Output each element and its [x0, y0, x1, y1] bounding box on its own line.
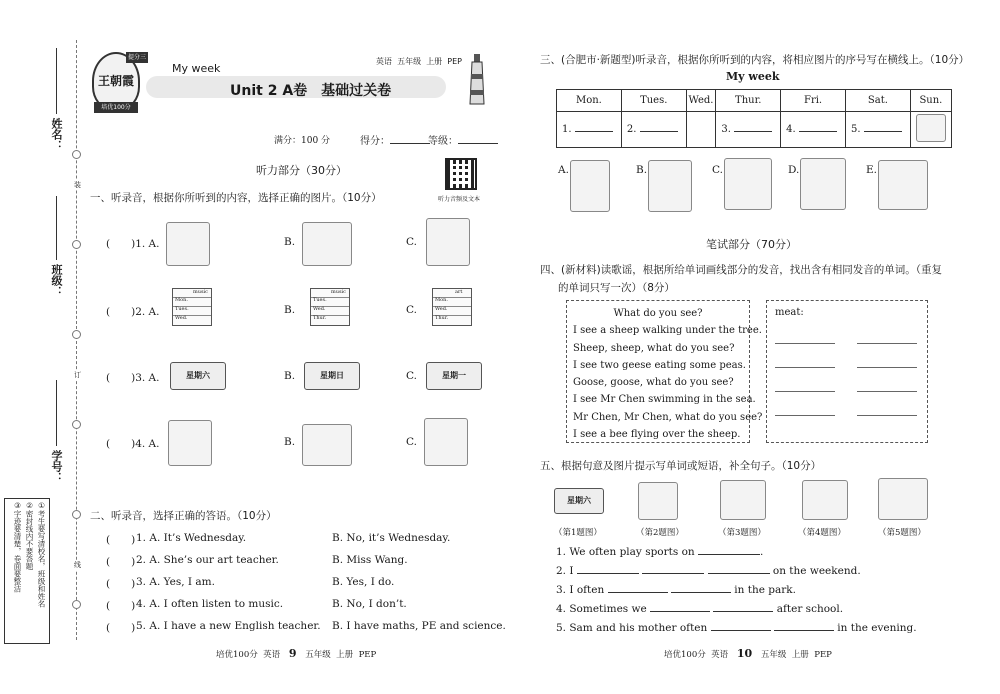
- binding-hole: [72, 600, 81, 609]
- footer-grade: 五年级: [305, 650, 331, 660]
- question-2[interactable]: ( )2. A.: [106, 306, 160, 318]
- student-id-label: 学号：: [50, 450, 63, 483]
- logo-text: 王朝霞: [97, 74, 134, 88]
- grandpa-reading-picture[interactable]: [166, 222, 210, 266]
- name-field[interactable]: [56, 48, 57, 114]
- part2-title: 二、听录音，选择正确的答语。（10分）: [90, 510, 277, 522]
- answer-number: 5.: [850, 124, 861, 135]
- picture-label: （第4题图）: [798, 528, 846, 538]
- lighthouse-icon: [468, 54, 486, 106]
- answer-cell[interactable]: [781, 112, 846, 148]
- sentence-2: [556, 565, 861, 577]
- footer-subject: 英语: [711, 650, 729, 660]
- qr-code-icon[interactable]: [445, 158, 477, 190]
- page-left: [88, 0, 506, 694]
- sentence-text: 3. I often: [556, 584, 605, 596]
- option-a: 4. A. I often listen to music.: [136, 598, 284, 610]
- calendar-picture: 星期六: [554, 488, 604, 514]
- timetable-picture[interactable]: [310, 288, 350, 326]
- answer-number: 4.: [786, 124, 796, 135]
- option-c: C.: [406, 436, 417, 448]
- answer-blank[interactable]: [698, 554, 760, 555]
- footer-term: 上册: [791, 650, 809, 660]
- binding-hole: [72, 240, 81, 249]
- footer-grade: 五年级: [760, 650, 787, 660]
- answer-blank[interactable]: [708, 573, 770, 574]
- answer-line[interactable]: [857, 367, 917, 368]
- picture-label: （第5题图）: [878, 528, 926, 538]
- footer-brand: 培优100分: [216, 650, 258, 660]
- binding-hole: [72, 330, 81, 339]
- day: Wed.: [313, 306, 326, 312]
- answers-row: [557, 112, 952, 148]
- subject: music: [331, 289, 346, 295]
- timetable-picture[interactable]: [432, 288, 472, 326]
- sentence-end: .: [760, 546, 764, 558]
- english-class-picture[interactable]: [800, 158, 846, 210]
- girl-watching-tv-picture[interactable]: [302, 222, 352, 266]
- answer-number: 1.: [562, 124, 572, 135]
- option-b: B.: [284, 436, 296, 448]
- listening-title: 听力部分（30分）: [256, 164, 347, 177]
- day-cell: Fri.: [781, 90, 846, 112]
- page-footer: [216, 647, 376, 660]
- question-3[interactable]: ( )3. A.: [106, 372, 160, 384]
- boy-washing-clothes-picture: [916, 114, 946, 142]
- answer-blank[interactable]: [642, 573, 704, 574]
- score-field[interactable]: [360, 132, 430, 147]
- page-title: Unit 2 A卷 基础过关卷: [230, 83, 392, 99]
- picture-label: （第1题图）: [554, 528, 602, 538]
- option-c: C.: [406, 236, 417, 248]
- question-4[interactable]: ( )4. A.: [106, 438, 160, 450]
- picture-label: （第3题图）: [718, 528, 766, 538]
- footer-edition: PEP: [814, 650, 832, 660]
- boy-cooking-picture[interactable]: [302, 424, 352, 466]
- note: ①考生要写清校名，班级和姓名: [37, 501, 46, 608]
- option-a: 5. A. I have a new English teacher.: [136, 620, 321, 632]
- day: Thur.: [313, 315, 327, 321]
- day-cell: Mon.: [557, 90, 622, 112]
- day: Tues.: [313, 297, 327, 303]
- girl-in-park-picture: [720, 480, 766, 520]
- day-cell: Sat.: [845, 90, 910, 112]
- boy-playing-football-picture[interactable]: [648, 160, 692, 212]
- part4-title: 四、(新材料)读歌谣，根据所给单词画线部分的发音，找出含有相同发音的单词。（重复: [540, 264, 942, 276]
- cut-line: [76, 40, 77, 640]
- answer-paren[interactable]: ( ): [106, 600, 136, 612]
- note: ③字迹要清楚，卷面要整洁: [13, 501, 22, 593]
- student-id-field[interactable]: [56, 380, 57, 446]
- chant-line: Goose, goose, what do you see?: [573, 377, 734, 389]
- binding-hole: [72, 420, 81, 429]
- answer-cell: [910, 112, 951, 148]
- answer-word-box: [766, 300, 928, 443]
- binding-hole: [72, 510, 81, 519]
- option-c: C.: [406, 370, 417, 382]
- sentence-text: 4. Sometimes we: [556, 603, 647, 615]
- option-b: B.: [636, 164, 648, 176]
- day: Wed.: [175, 315, 188, 321]
- subject-info: [376, 56, 462, 67]
- part5-title: 五、根据句意及图片提示写单词或短语，补全句子。（10分）: [540, 460, 822, 472]
- question-1[interactable]: ( )1. A.: [106, 238, 160, 250]
- footer-term: 上册: [336, 650, 354, 660]
- answer-line[interactable]: [775, 367, 835, 368]
- sentence-3: [556, 584, 796, 596]
- day: Mon.: [175, 297, 188, 303]
- unit-tag: My week: [172, 62, 221, 75]
- answer-cell[interactable]: [557, 112, 622, 148]
- qr-caption: 听力音频及文本: [438, 196, 481, 203]
- day: Tues.: [175, 306, 189, 312]
- written-title: 笔试部分（70分）: [706, 238, 797, 251]
- chant-box: [566, 300, 763, 443]
- logo-badge: 提分三: [127, 54, 146, 61]
- answer-line[interactable]: [857, 391, 917, 392]
- day: Thur.: [435, 315, 449, 321]
- table-title: My week: [726, 70, 780, 83]
- boy-washing-picture: [638, 482, 678, 520]
- answer-blank[interactable]: [608, 592, 668, 593]
- option-b: B. Miss Wang.: [332, 554, 408, 566]
- chant-line: I see two geese eating some peas.: [573, 359, 746, 371]
- answer-cell[interactable]: [845, 112, 910, 148]
- binding-hole: [72, 150, 81, 159]
- part1-title: 一、听录音，根据你所听到的内容，选择正确的图片。（10分）: [90, 192, 382, 204]
- option-a: 2. A. She’s our art teacher.: [136, 554, 279, 566]
- boy-reading-book-picture[interactable]: [724, 158, 772, 210]
- day-cell: Tues.: [621, 90, 686, 112]
- answer-cell[interactable]: [716, 112, 781, 148]
- edition: PEP: [447, 57, 462, 66]
- calendar-picture[interactable]: 星期六: [170, 362, 226, 390]
- answer-line[interactable]: [775, 391, 835, 392]
- day-cell: Sun.: [910, 90, 951, 112]
- option-b: B.: [284, 370, 296, 382]
- week-table: [556, 89, 952, 148]
- mother-and-son-tv-picture: [878, 478, 928, 520]
- sentence-text: 1. We often play sports on: [556, 546, 695, 558]
- sentence-end: on the weekend.: [772, 565, 861, 577]
- answer-number: 2.: [626, 124, 637, 135]
- answer-line[interactable]: [775, 415, 835, 416]
- page-footer: [664, 647, 832, 660]
- part3-title: 三、(合肥市·新题型)听录音，根据你所听到的内容，将相应图片的序号写在横线上。（10分）: [540, 54, 970, 66]
- part4-title-cont: 的单词只写一次）（8分）: [558, 282, 675, 294]
- answer-paren[interactable]: ( ): [106, 622, 136, 634]
- sentence-4: [556, 603, 843, 615]
- answer-line[interactable]: [857, 343, 917, 344]
- answer-blank[interactable]: [774, 630, 834, 631]
- option-a: 3. A. Yes, I am.: [136, 576, 215, 588]
- option-a: A.: [558, 164, 569, 176]
- target-word: meat:: [775, 307, 804, 318]
- answer-blank[interactable]: [577, 573, 639, 574]
- answer-paren[interactable]: ( ): [106, 534, 136, 546]
- full-score: 满分：100 分: [274, 136, 331, 146]
- sentence-end: after school.: [776, 603, 844, 615]
- girl-doing-homework-picture[interactable]: [426, 218, 470, 266]
- option-b: B. No, I don’t.: [332, 598, 407, 610]
- day: Wed.: [435, 306, 448, 312]
- boy-drawing-picture[interactable]: [424, 418, 468, 466]
- grade-label: 等级：: [428, 136, 458, 147]
- chant-line: Mr Chen, Mr Chen, what do you see?: [573, 411, 763, 423]
- term: 上册: [426, 57, 443, 66]
- sentence-end: in the park.: [734, 584, 796, 596]
- grade: 五年级: [397, 57, 422, 66]
- name-label: 姓名：: [50, 118, 63, 151]
- days-row: [557, 90, 952, 112]
- day: Mon.: [435, 297, 448, 303]
- footer-edition: PEP: [358, 650, 377, 660]
- bedroom-picture[interactable]: [168, 420, 212, 466]
- sentence-end: in the evening.: [837, 622, 917, 634]
- answer-paren[interactable]: ( ): [106, 556, 136, 568]
- class-label: 班级：: [50, 264, 63, 297]
- logo-ribbon: 培优100分: [94, 102, 138, 113]
- page-right: [540, 0, 980, 694]
- answer-cell[interactable]: [621, 112, 686, 148]
- page-number: 9: [288, 647, 297, 660]
- option-b: B. Yes, I do.: [332, 576, 395, 588]
- subject: 英语: [376, 57, 392, 66]
- timetable-picture[interactable]: [172, 288, 212, 326]
- grade-field[interactable]: [428, 132, 498, 147]
- footer-brand: 培优100分: [664, 650, 706, 660]
- answer-blank[interactable]: [711, 630, 771, 631]
- boy-watching-tv-picture[interactable]: [878, 160, 928, 210]
- subject: music: [193, 289, 208, 295]
- note: ②密封线内不要答题: [25, 501, 34, 570]
- picture-label: （第2题图）: [636, 528, 684, 538]
- chant-line: What do you see?: [613, 308, 703, 319]
- answer-blank[interactable]: [650, 611, 710, 612]
- boy-playing-guitar-picture[interactable]: [570, 160, 610, 212]
- option-a: 1. A. It’s Wednesday.: [136, 532, 247, 544]
- option-b: B.: [284, 236, 296, 248]
- sentence-1: [556, 546, 763, 558]
- class-field[interactable]: [56, 196, 57, 260]
- answer-cell: [686, 112, 716, 148]
- answer-paren[interactable]: ( ): [106, 578, 136, 590]
- day-cell: Wed.: [686, 90, 716, 112]
- option-c: C.: [406, 304, 417, 316]
- chant-line: I see a bee flying over the sheep.: [573, 429, 741, 441]
- sentence-text: 2. I: [556, 565, 574, 577]
- answer-blank[interactable]: [671, 592, 731, 593]
- answer-line[interactable]: [775, 343, 835, 344]
- subject: art: [455, 289, 463, 295]
- calendar-picture[interactable]: 星期日: [304, 362, 360, 390]
- option-b: B. No, it’s Wednesday.: [332, 532, 451, 544]
- answer-number: 3.: [721, 124, 731, 135]
- option-c: C.: [712, 164, 723, 176]
- option-d: D.: [788, 164, 800, 176]
- option-b: B.: [284, 304, 296, 316]
- cut-mark: 装: [74, 181, 81, 189]
- chant-line: I see Mr Chen swimming in the sea.: [573, 394, 756, 406]
- score-label: 得分：: [360, 136, 390, 147]
- cut-mark: 订: [74, 371, 81, 379]
- cut-mark: 线: [74, 561, 81, 569]
- answer-line[interactable]: [857, 415, 917, 416]
- option-e: E.: [866, 164, 878, 176]
- footer-subject: 英语: [263, 650, 281, 660]
- exam-notes: [4, 498, 50, 644]
- sentence-text: 5. Sam and his mother often: [556, 622, 708, 634]
- kids-playing-football-picture: [802, 480, 848, 520]
- chant-line: Sheep, sheep, what do you see?: [573, 342, 735, 354]
- answer-blank[interactable]: [713, 611, 773, 612]
- calendar-picture[interactable]: 星期一: [426, 362, 482, 390]
- sentence-5: [556, 622, 917, 634]
- binding-margin: [0, 0, 81, 694]
- option-b: B. I have maths, PE and science.: [332, 620, 506, 632]
- chant-line: I see a sheep walking under the tree.: [573, 325, 762, 337]
- day-cell: Thur.: [716, 90, 781, 112]
- page-number: 10: [736, 647, 753, 660]
